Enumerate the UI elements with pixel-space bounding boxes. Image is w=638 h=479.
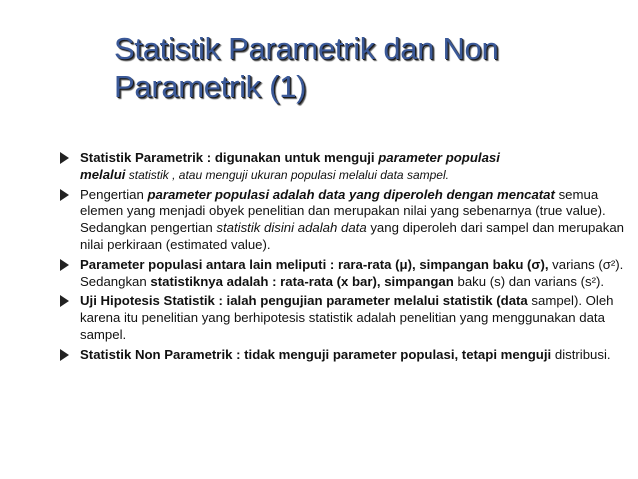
bullet-4-bold: Uji Hipotesis Statistik : ialah pengujian parameter melalui statistik (data [80,293,528,309]
bullet-3-text-2: baku (s) dan varians (s²). [453,273,605,289]
bullet-4-text: sampel). Oleh karena itu penelitian yang berhipotesis statistik adalah penelitian yang menggunakan data sampel. [80,293,614,342]
bullet-arrow-icon [60,189,69,201]
bullet-item-parametrik [60,150,626,184]
bullet-1-bold: Statistik Parametrik : digunakan untuk menguji [80,150,379,165]
bullet-item-pengertian [60,187,626,254]
bullet-item-parameter-populasi [60,257,626,291]
slide-title-line-2: Parametrik (1) [114,69,307,104]
bullet-arrow-icon [60,259,69,271]
slide-title [114,30,614,106]
bullet-2-text-e: yang diperoleh dari sampel dan merupakan nilai perkiraan (estimated value). [80,220,624,252]
bullet-arrow-icon [60,349,69,361]
bullet-3-text: varians (σ²). Sedangkan [80,256,624,289]
bullet-3-bold-2: statistiknya adalah : rata-rata (x bar), simpangan [150,273,454,289]
bullet-1-bold-italic: parameter populasi [378,150,500,165]
bullet-1-italic: statistik , atau menguji ukuran populasi melalui data sampel. [125,167,449,182]
bullet-arrow-icon [60,295,69,307]
bullet-arrow-icon [60,152,69,164]
bullet-item-uji-hipotesis [60,293,626,343]
slide-title-line-1: Statistik Parametrik dan Non [114,31,499,66]
bullet-2-text-c: semua elemen yang menjadi obyek penelitian dan merupakan nilai yang sebenarnya (true value). Sedangkan pengertian [80,186,606,236]
bullet-2-text-a: Pengertian [80,186,148,202]
bullet-list [60,150,626,367]
bullet-3-bold: Parameter populasi antara lain meliputi : rara-rata (μ), simpangan baku (σ), [80,256,549,272]
bullet-item-non-parametrik [60,347,626,364]
bullet-5-bold: Statistik Non Parametrik : tidak menguji parameter populasi, tetapi menguji [80,346,552,362]
bullet-2-italic: statistik disini adalah data [216,220,367,236]
bullet-2-bold-italic: parameter populasi adalah data yang diperoleh dengan mencatat [147,186,555,202]
bullet-5-text: distribusi. [551,346,611,362]
bullet-1-bold-italic-2: melalui [80,166,126,182]
